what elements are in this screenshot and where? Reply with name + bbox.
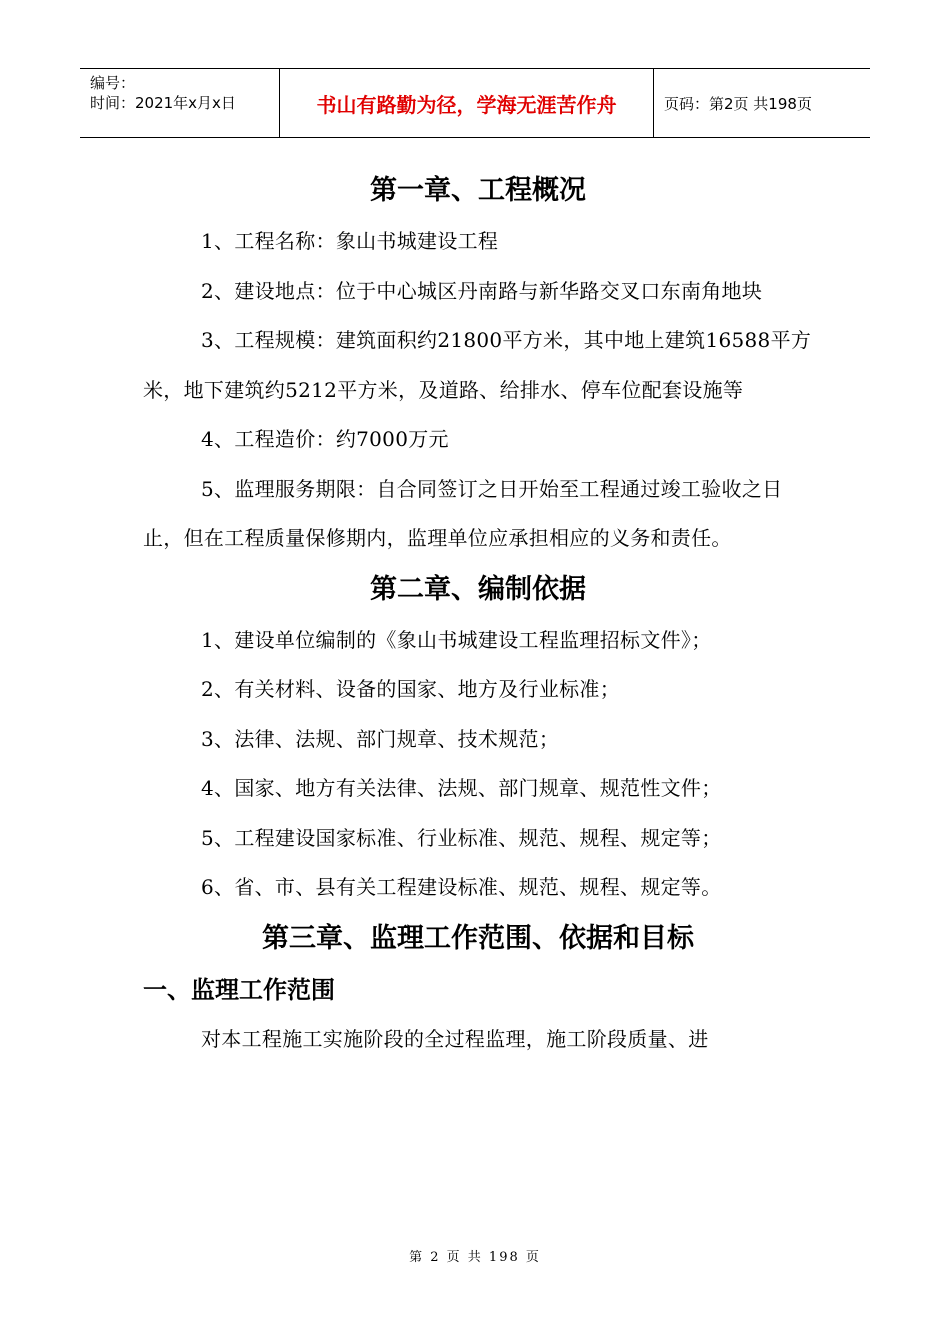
chapter-2-item-2: 2、有关材料、设备的国家、地方及行业标准； (201, 677, 621, 701)
chapter-1-item-1: 1、工程名称：象山书城建设工程 (201, 229, 499, 253)
document-body (143, 165, 813, 1064)
chapter-3-section-1-text: 对本工程施工实施阶段的全过程监理，施工阶段质量、进 (201, 1026, 709, 1051)
header-meta (80, 69, 280, 137)
chapter-1-item-4: 4、工程造价：约7000万元 (201, 427, 449, 451)
chapter-1-item-3: 3、工程规模：建筑面积约21800平方米，其中地上建筑16588平方米，地下建筑约5212平方米，及道路、给排水、停车位配套设施等 (143, 328, 812, 402)
header-number-label: 编号： (90, 74, 136, 92)
chapter-2-item-5: 5、工程建设国家标准、行业标准、规范、规程、规定等； (201, 825, 722, 850)
chapter-2-title: 第二章、编制依据 (370, 573, 586, 605)
chapter-2-item-1: 1、建设单位编制的《象山书城建设工程监理招标文件》； (201, 627, 712, 652)
chapter-2-item-6: 6、省、市、县有关工程建设标准、规范、规程、规定等。 (201, 875, 722, 899)
chapter-1-item-2: 2、建设地点：位于中心城区丹南路与新华路交叉口东南角地块 (201, 278, 763, 303)
header-time-label: 时间：2021年x月x日 (90, 94, 236, 112)
chapter-3-section-1-title: 一、监理工作范围 (143, 975, 335, 1004)
header-page-info: 页码：第2页 共198页 (664, 94, 812, 113)
header-motto: 书山有路勤为径，学海无涯苦作舟 (280, 69, 654, 137)
chapter-1-title: 第一章、工程概况 (370, 175, 586, 206)
chapter-1-item-5: 5、监理服务期限：自合同签订之日开始至工程通过竣工验收之日止，但在工程质量保修期内，监理单位应承担相应的义务和责任。 (143, 476, 783, 550)
chapter-3-title: 第三章、监理工作范围、依据和目标 (262, 922, 694, 954)
page-header (80, 68, 870, 138)
chapter-2-item-3: 3、法律、法规、部门规章、技术规范； (201, 726, 560, 751)
page-footer: 第 2 页 共 198 页 (409, 1250, 541, 1265)
chapter-2-item-4: 4、国家、地方有关法律、法规、部门规章、规范性文件； (201, 776, 722, 800)
